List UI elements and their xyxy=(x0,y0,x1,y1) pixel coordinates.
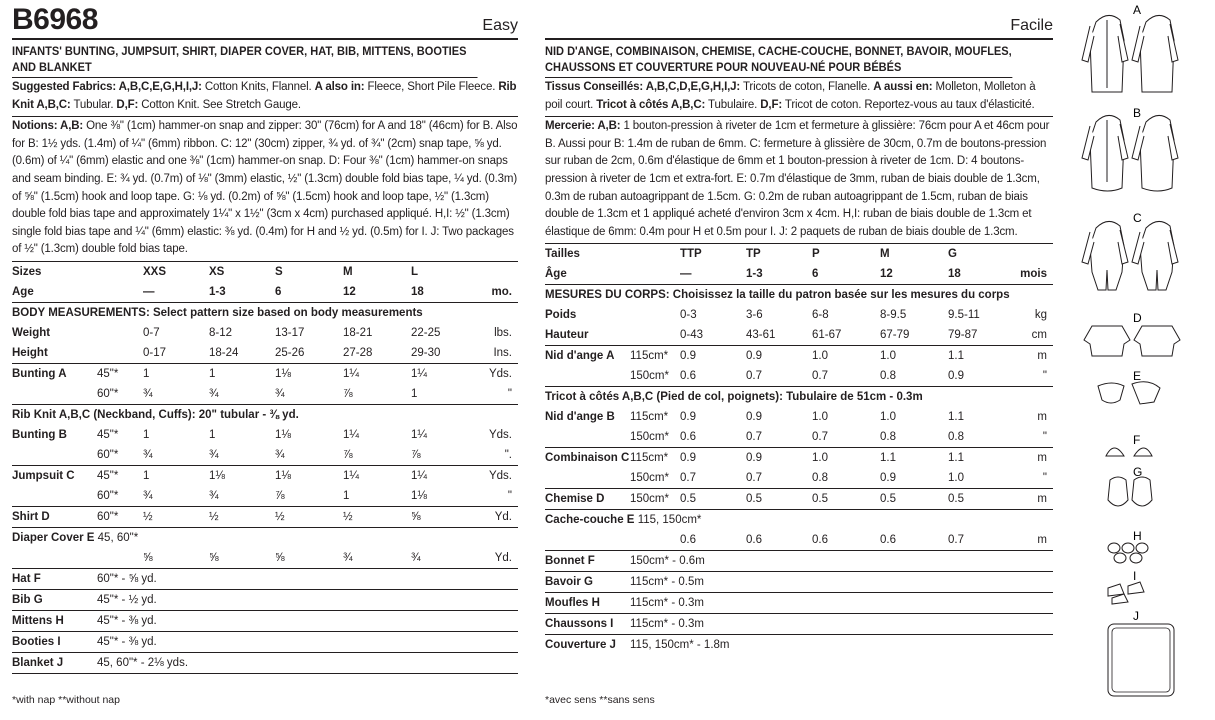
garment-illustrations xyxy=(1078,0,1208,700)
header xyxy=(12,0,518,40)
jumpsuit-c-illustration xyxy=(1082,221,1178,290)
diaper-e-row-2-fr: 0.6 0.6 0.6 0.6 0.7 m xyxy=(680,534,1047,547)
bunting-b-row: Bunting B 45"* 1 1 1⅛ 1¼ 1¼ Yds. xyxy=(12,428,512,441)
fig-label-b: B xyxy=(1133,106,1142,120)
bunting-b-row-fr: Nid d'ange B 115cm* 0.9 0.9 1.0 1.0 1.1 m xyxy=(545,411,1047,424)
fig-label-f: F xyxy=(1133,433,1141,447)
pattern-title-fr: NID D'ANGE, COMBINAISON, CHEMISE, CACHE-COUCHE, BONNET, BAVOIR, MOUFLES, CHAUSSONS ET COUVERTURE POUR NOUVEAU-NÉ POUR BÉBÉS xyxy=(545,40,1012,78)
blanket-j-row: Blanket J 45, 60"* - 2⅛ yds. xyxy=(12,652,518,673)
bunting-a-illustration xyxy=(1082,15,1178,92)
bib-g-row-fr: Bavoir G 115cm* - 0.5m xyxy=(545,572,1053,593)
fig-label-i: I xyxy=(1133,569,1137,583)
fig-label-g: G xyxy=(1133,465,1143,479)
pattern-number: B6968 xyxy=(12,3,98,36)
age-row: Age — 1-3 6 12 18 mo. xyxy=(12,285,512,298)
blanket-j-row-fr: Couverture J 115, 150cm* - 1.8m xyxy=(545,635,1053,656)
jumpsuit-c-row-fr: Combinaison C 115cm* 0.9 0.9 1.0 1.1 1.1 m xyxy=(545,448,1053,469)
body-measurements-heading: BODY MEASUREMENTS: Select pattern size based on body measurements xyxy=(12,302,518,323)
hat-f-row: Hat F 60"* - ⅝ yd. xyxy=(12,568,518,589)
header-fr xyxy=(545,0,1053,40)
french-column xyxy=(545,0,1053,655)
blanket-j-illustration xyxy=(1108,624,1174,696)
notions: Notions: A,B: One ⅜" (1cm) hammer-on snap and zipper: 30" (76cm) for A and 18" (46cm) for B. Also for B: 1½ yds. (1.4m) of ¼" (6mm) ribbon. C: 12" (30cm) zipper, ¾ yd. of ¾" (2cm) snap tape, ⅝ yd. (0.6m) of ¼" (6mm) elastic and one ⅜" (1cm) hammer-on snap. D: Four ⅜" (1cm) hammer-on snaps and seam binding. E: ¾ yd. (0.7m) of ⅛" (3mm) elastic, ½" (1.3cm) double fold bias tape, ¼ yd. (0.3m) of ⅝" (1.5cm) hook and loop tape. G: ⅛ yd. (0.2m) of ⅝" (1.5cm) hook and loop tape, ½" (1.3cm) double fold bias tape and approximately 1¼" x 1½" (3cm x 4cm) purchased appliqué. H,I: ½" (1.3cm) single fold bias tape and ¼" (6mm) elastic: ⅜ yd. (0.4m) for H and ½ yd. (0.5m) for I. J: Two packages of ½" (1.3cm) double fold bias tape. xyxy=(12,117,518,262)
sizes-row-fr: Tailles TTP TP P M G xyxy=(545,248,957,261)
booties-i-row: Booties I 45"* - ⅜ yd. xyxy=(12,631,518,652)
diaper-e-illustration xyxy=(1098,382,1160,404)
shirt-d-illustration xyxy=(1084,326,1180,356)
notions-fr: Mercerie: A,B: 1 bouton-pression à riveter de 1cm et fermeture à glissière: 76cm pour A et 46cm pour B. Aussi pour B: 1.4m de ruban de 6mm. C: fermeture à glissière de 30cm, 0.7m de boutons-pression sur ruban de 2cm, 0.6m d'élastique de 6mm et 1 bouton-pression à riveter de 1cm. D: 4 boutons-pression à riveter de 1cm et extra-fort. E: 0.7m d'élastique de 3mm, ruban de biais double de 1.3cm, 0.3m de ruban autoagrippant de 1.5cm. G: 0.2m de ruban autoagrippant de 1.5cm, ruban de biais double de 1.3cm et 1 appliqué acheté d'environ 3cm x 4cm. H,I: ruban de biais double de 1.3cm et élastique de 6mm: 0.4m pour H et 0.5m pour I. J: 2 paquets de ruban de biais double de 1.3cm. xyxy=(545,117,1053,244)
rib-knit-row-fr: Tricot à côtés A,B,C (Pied de col, poignets): Tubulaire de 51cm - 0.3m xyxy=(545,387,1053,408)
bunting-a-row-2: 60"* ¾ ¾ ¾ ⅞ 1 " xyxy=(97,387,512,400)
yardage-table xyxy=(12,262,518,674)
bunting-a-row-2-fr: 150cm* 0.6 0.7 0.7 0.8 0.9 " xyxy=(630,370,1047,383)
jumpsuit-c-row-2: 60"* ¾ ¾ ⅞ 1 1⅛ " xyxy=(97,489,512,502)
mittens-h-row-fr: Moufles H 115cm* - 0.3m xyxy=(545,593,1053,614)
height-row: Height 0-17 18-24 25-26 27-28 29-30 Ins. xyxy=(12,346,512,359)
fig-label-j: J xyxy=(1133,609,1139,623)
fig-label-a: A xyxy=(1133,3,1142,17)
shirt-d-row: Shirt D 60"* ½ ½ ½ ½ ⅝ Yd. xyxy=(12,506,518,527)
weight-row-fr: Poids 0-3 3-6 6-8 8-9.5 9.5-11 kg xyxy=(545,309,1047,322)
jumpsuit-c-row-2-fr: 150cm* 0.7 0.7 0.8 0.9 1.0 " xyxy=(630,472,1047,485)
english-column xyxy=(12,0,518,674)
booties-i-row-fr: Chaussons I 115cm* - 0.3m xyxy=(545,614,1053,635)
fig-label-e: E xyxy=(1133,369,1142,383)
booties-i-illustration xyxy=(1108,582,1144,604)
bunting-a-row-fr: Nid d'ange A 115cm* 0.9 0.9 1.0 1.0 1.1 m xyxy=(545,346,1053,367)
jumpsuit-c-row: Jumpsuit C 45"* 1 1⅛ 1⅛ 1¼ 1¼ Yds. xyxy=(12,465,518,486)
diaper-e-row-2: ⅝ ⅝ ⅝ ¾ ¾ Yd. xyxy=(143,551,512,564)
bib-g-row: Bib G 45"* - ½ yd. xyxy=(12,589,518,610)
bunting-b-illustration xyxy=(1082,115,1178,191)
bunting-a-row: Bunting A 45"* 1 1 1⅛ 1¼ 1¼ Yds. xyxy=(12,363,518,384)
age-row-fr: Âge — 1-3 6 12 18 mois xyxy=(545,268,1047,281)
fig-label-c: C xyxy=(1133,211,1142,225)
rib-knit-row: Rib Knit A,B,C (Neckband, Cuffs): 20" tubular - ⅜ yd. xyxy=(12,404,518,425)
body-measurements-heading-fr: MESURES DU CORPS: Choisissez la taille du patron basée sur les mesures du corps xyxy=(545,285,1053,306)
mittens-h-illustration xyxy=(1108,543,1148,563)
diaper-e-row: Diaper Cover E 45, 60"* xyxy=(12,527,518,548)
shirt-d-row-fr: Chemise D 150cm* 0.5 0.5 0.5 0.5 0.5 m xyxy=(545,489,1053,510)
hat-f-illustration xyxy=(1106,448,1152,456)
yardage-table-fr xyxy=(545,244,1053,655)
footnote: *with nap **without nap xyxy=(12,694,120,706)
hat-f-row-fr: Bonnet F 150cm* - 0.6m xyxy=(545,551,1053,572)
height-row-fr: Hauteur 0-43 43-61 61-67 67-79 79-87 cm xyxy=(545,329,1047,342)
fig-label-h: H xyxy=(1133,529,1142,543)
suggested-fabrics: Suggested Fabrics: A,B,C,E,G,H,I,J: Cotton Knits, Flannel. A also in: Fleece, Short Pile Fleece. Rib Knit A,B,C: Tubular. D,F: Cotton Knit. See Stretch Gauge. xyxy=(12,78,518,117)
sizes-row: Sizes XXS XS S M L xyxy=(12,265,419,278)
footnote-fr: *avec sens **sans sens xyxy=(545,694,655,706)
diaper-e-row-fr: Cache-couche E 115, 150cm* xyxy=(545,510,1053,531)
pattern-title: INFANTS' BUNTING, JUMPSUIT, SHIRT, DIAPER COVER, HAT, BIB, MITTENS, BOOTIES AND BLANKET xyxy=(12,40,478,78)
difficulty-fr: Facile xyxy=(1010,17,1053,34)
bib-g-illustration xyxy=(1108,477,1152,506)
suggested-fabrics-fr: Tissus Conseillés: A,B,C,D,E,G,H,I,J: Tricots de coton, Flanelle. A aussi en: Molleton, Molleton à poil court. Tricot à côtés A,B,C: Tubulaire. D,F: Tricot de coton. Reportez-vous au taux d'élasticité. xyxy=(545,78,1053,117)
weight-row: Weight 0-7 8-12 13-17 18-21 22-25 lbs. xyxy=(12,326,512,339)
fig-label-d: D xyxy=(1133,311,1142,325)
bunting-b-row-2: 60"* ¾ ¾ ¾ ⅞ ⅞ ". xyxy=(97,448,512,461)
difficulty: Easy xyxy=(482,17,518,34)
mittens-h-row: Mittens H 45"* - ⅜ yd. xyxy=(12,610,518,631)
bunting-b-row-2-fr: 150cm* 0.6 0.7 0.7 0.8 0.8 " xyxy=(630,431,1047,444)
